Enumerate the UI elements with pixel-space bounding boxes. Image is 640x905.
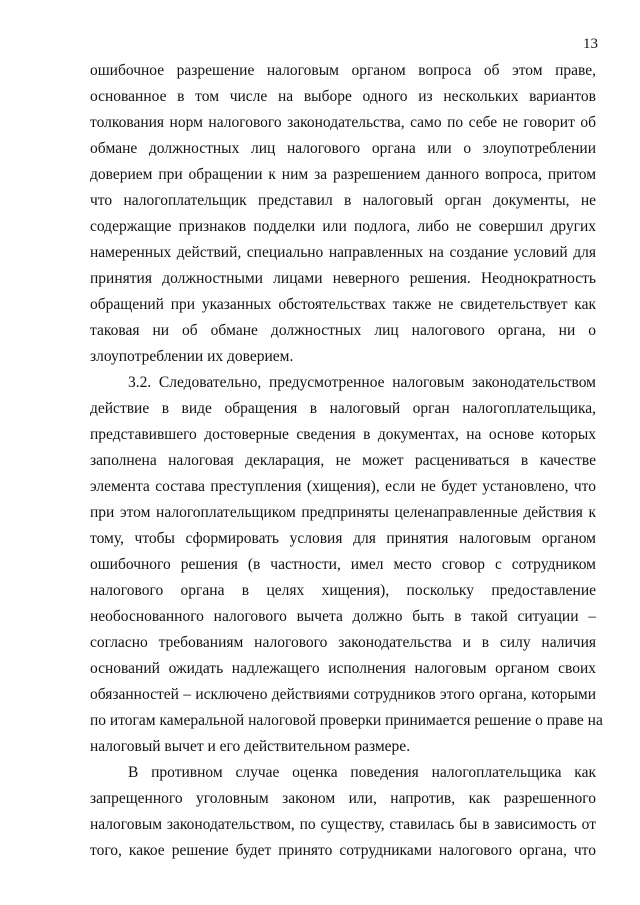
text-line: запрещенного уголовным законом или, напротив, как разрешенного — [90, 790, 596, 807]
text-line: необоснованного налогового вычета должно быть в такой ситуации – — [90, 608, 596, 625]
text-line: заполнена налоговая декларация, не может расцениваться в качестве — [90, 452, 596, 469]
text-line: того, какое решение будет принято сотрудниками налогового органа, что — [90, 842, 596, 859]
text-line: принятия должностными лицами неверного решения. Неоднократность — [90, 270, 596, 287]
text-line: обращений при указанных обстоятельствах также не свидетельствует как — [90, 296, 596, 313]
text-line: представившего достоверные сведения в документах, на основе которых — [90, 426, 596, 443]
text-line: обязанностей – исключено действиями сотрудников этого органа, которыми — [90, 686, 596, 703]
text-line: по итогам камеральной налоговой проверки принимается решение о праве на — [90, 712, 603, 729]
text-line: налоговым законодательством, по существу, ставилась бы в зависимость от — [90, 816, 596, 833]
paragraph-2 — [90, 370, 603, 760]
document-body — [90, 58, 603, 864]
text-line: налоговый вычет и его действительном размере. — [90, 738, 411, 755]
text-line: содержащие признаков подделки или подлога, либо не совершил других — [90, 218, 596, 235]
paragraph-1 — [90, 58, 596, 370]
text-line: доверием при обращении к ним за разрешением данного вопроса, притом — [90, 166, 596, 183]
page-number: 13 — [583, 36, 598, 52]
text-line: тому, чтобы сформировать условия для принятия налоговым органом — [90, 530, 596, 547]
text-line: элемента состава преступления (хищения), если не будет установлено, что — [90, 478, 596, 495]
text-line: ошибочного решения (в частности, имел место сговор с сотрудником — [90, 556, 596, 573]
text-line: злоупотреблении их доверием. — [90, 348, 294, 365]
text-line: согласно требованиям налогового законодательства и в силу наличия — [90, 634, 596, 651]
text-line: В противном случае оценка поведения налогоплательщика как — [128, 764, 596, 781]
text-line: таковая ни об обмане должностных лиц налогового органа, ни о — [90, 322, 596, 339]
text-line: основанное в том числе на выборе одного из нескольких вариантов — [90, 88, 596, 105]
text-line: что налогоплательщик представил в налоговый орган документы, не — [90, 192, 596, 209]
text-line: толкования норм налогового законодательства, само по себе не говорит об — [90, 114, 596, 131]
text-line: намеренных действий, специально направленных на создание условий для — [90, 244, 596, 261]
text-line: оснований ожидать надлежащего исполнения налоговым органом своих — [90, 660, 596, 677]
text-line: при этом налогоплательщиком предприняты целенаправленные действия к — [90, 504, 596, 521]
text-line: налогового органа в целях хищения), поскольку предоставление — [90, 582, 596, 599]
text-line: 3.2. Следовательно, предусмотренное налоговым законодательством — [128, 374, 596, 391]
text-line: действие в виде обращения в налоговый орган налогоплательщика, — [90, 400, 596, 417]
text-line: обмане должностных лиц налогового органа или о злоупотреблении — [90, 140, 596, 157]
text-line: ошибочное разрешение налоговым органом вопроса об этом праве, — [90, 62, 596, 79]
paragraph-3 — [90, 760, 596, 864]
